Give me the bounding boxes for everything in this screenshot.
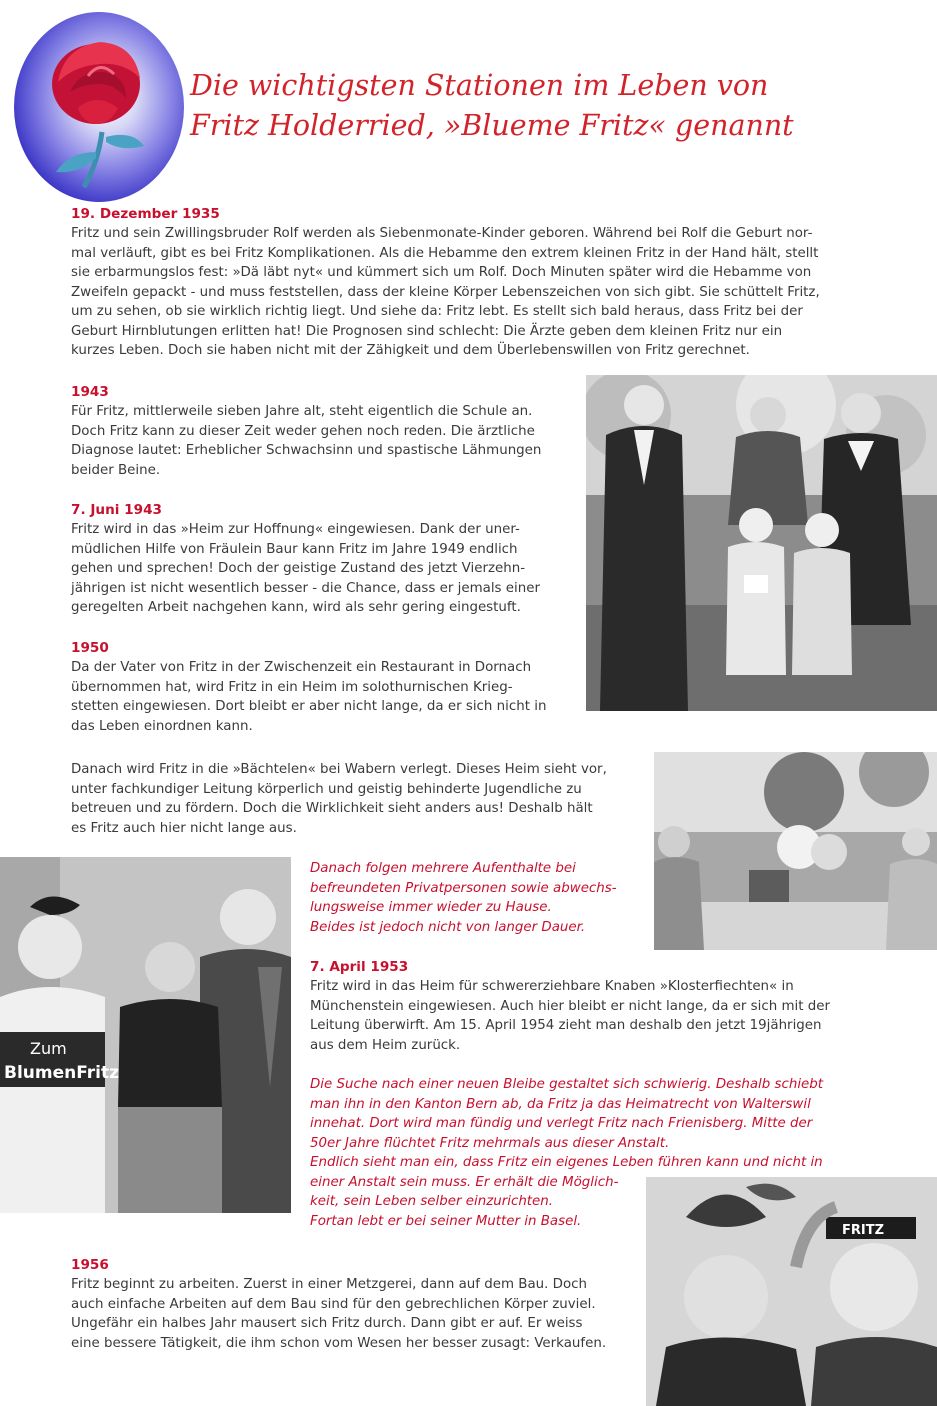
text-line: eine bessere Tätigkeit, die ihm schon vom Wesen her besser zusagt: Verkaufen. xyxy=(71,1335,607,1351)
section-heading: 1956 xyxy=(71,1257,109,1273)
text-line: mal verläuft, gibt es bei Fritz Komplikationen. Als die Hebamme den extrem kleinen Fritz in der Hand hält, stellt xyxy=(71,245,819,261)
section-1950 xyxy=(71,638,546,736)
text-line: einer Anstalt sein muss. Er erhält die Möglich- xyxy=(310,1174,619,1190)
page-title xyxy=(190,66,910,146)
title-line-2: Fritz Holderried, »Blueme Fritz« genannt xyxy=(190,109,794,142)
text-line: stetten eingewiesen. Dort bleibt er aber nicht lange, da er sich nicht in xyxy=(71,699,547,714)
text-line: aus dem Heim zurück. xyxy=(310,1037,461,1053)
text-line: Für Fritz, mittlerweile sieben Jahre alt, steht eigentlich die Schule an. xyxy=(71,404,533,419)
text-line: betreuen und zu fördern. Doch die Wirklichkeit sieht anders aus! Deshalb hält xyxy=(71,801,593,816)
title-line-1: Die wichtigsten Stationen im Leben von xyxy=(190,69,769,102)
section-juni-1943 xyxy=(71,500,540,618)
text-line: Fritz beginnt zu arbeiten. Zuerst in einer Metzgerei, dann auf dem Bau. Doch xyxy=(71,1277,588,1292)
section-heading: 1943 xyxy=(71,384,109,400)
text-line: um zu sehen, ob sie wirklich richtig liegt. Und siehe da: Fritz lebt. Es stellt sich bald heraus, dass Fritz bei der xyxy=(71,304,803,319)
text-line: Münchenstein eingewiesen. Auch hier bleibt er nicht lange, da er sich mit der xyxy=(310,998,830,1014)
text-line: Geburt Hirnblutungen erlitten hat! Die Prognosen sind schlecht: Die Ärzte geben dem kleinen Fritz nur ein xyxy=(71,323,783,339)
text-line: innehat. Dort wird man fündig und verlegt Fritz nach Frienisberg. Mitte der xyxy=(310,1116,813,1131)
text-line: lungsweise immer wieder zu Hause. xyxy=(310,900,552,915)
text-line: das Leben einordnen kann. xyxy=(71,718,253,734)
section-heading: 7. April 1953 xyxy=(310,959,409,975)
sweater-text: BlumenFritz xyxy=(4,1063,119,1083)
rose-icon xyxy=(14,12,184,202)
section-april-1953 xyxy=(310,957,830,1055)
text-line: Danach wird Fritz in die »Bächtelen« bei Wabern verlegt. Dieses Heim sieht vor, xyxy=(71,762,607,777)
photo-family-garden xyxy=(586,375,937,711)
text-line: Danach folgen mehrere Aufenthalte bei xyxy=(310,861,576,876)
text-line: Fritz und sein Zwillingsbruder Rolf werden als Siebenmonate-Kinder geboren. Während bei Rolf die Geburt nor- xyxy=(71,226,813,241)
text-line: es Fritz auch hier nicht lange aus. xyxy=(71,820,297,836)
text-line: unter fachkundiger Leitung körperlich und geistig behinderte Jugendliche zu xyxy=(71,781,582,797)
section-heading: 7. Juni 1943 xyxy=(71,502,162,518)
rose-logo xyxy=(14,12,184,202)
text-line: geregelten Arbeit nachgehen kann, wird als sehr gering eingestuft. xyxy=(71,600,521,615)
text-line: Fortan lebt er bei seiner Mutter in Basel. xyxy=(310,1213,582,1229)
section-baechtelen xyxy=(71,760,607,838)
text-line: Ungefähr ein halbes Jahr mausert sich Fritz durch. Dann gibt er auf. Er weiss xyxy=(71,1316,583,1331)
text-line: übernommen hat, wird Fritz in ein Heim im solothurnischen Krieg- xyxy=(71,679,513,695)
cap-text: FRITZ xyxy=(842,1223,885,1238)
text-line: jährigen ist nicht wesentlich besser - die Chance, dass er jemals einer xyxy=(71,580,540,596)
section-heading: 1950 xyxy=(71,640,109,656)
section-heading: 19. Dezember 1935 xyxy=(71,206,220,222)
text-line: sie erbarmungslos fest: »Dä läbt nyt« und kümmert sich um Rolf. Doch Minuten später wird die Hebamme von xyxy=(71,265,812,280)
text-line: Diagnose lautet: Erheblicher Schwachsinn und spastische Lähmungen xyxy=(71,443,542,458)
text-line: Da der Vater von Fritz in der Zwischenzeit ein Restaurant in Dornach xyxy=(71,660,532,675)
note-privatpersonen xyxy=(310,859,617,937)
photo-three-people xyxy=(0,857,291,1213)
text-line: keit, sein Leben selber einzurichten. xyxy=(310,1194,554,1209)
section-1943 xyxy=(71,382,541,480)
text-line: kurzes Leben. Doch sie haben nicht mit der Zähigkeit und dem Überlebenswillen von Fritz gerechnet. xyxy=(71,343,750,358)
text-line: Endlich sieht man ein, dass Fritz ein eigenes Leben führen kann und nicht in xyxy=(310,1155,823,1170)
text-line: Leitung überwirft. Am 15. April 1954 zieht man deshalb den jetzt 19jährigen xyxy=(310,1018,822,1033)
text-line: 50er Jahre flüchtet Fritz mehrmals aus dieser Anstalt. xyxy=(310,1135,670,1151)
text-line: auch einfache Arbeiten auf dem Bau sind für den gebrechlichen Körper zuviel. xyxy=(71,1296,596,1312)
text-line: befreundeten Privatpersonen sowie abwechs- xyxy=(310,880,617,896)
text-line: Die Suche nach einer neuen Bleibe gestaltet sich schwierig. Deshalb schiebt xyxy=(310,1077,824,1092)
photo-table-flowers xyxy=(654,752,937,950)
text-line: man ihn in den Kanton Bern ab, da Fritz ja das Heimatrecht von Walterswil xyxy=(310,1096,811,1112)
text-line: müdlichen Hilfe von Fräulein Baur kann Fritz im Jahre 1949 endlich xyxy=(71,541,518,557)
section-1956 xyxy=(71,1255,606,1353)
sweater-text: Zum xyxy=(30,1039,67,1058)
text-line: gehen und sprechen! Doch der geistige Zustand des jetzt Vierzehn- xyxy=(71,561,526,576)
text-line: Zweifeln gepackt - und muss feststellen, dass der kleine Körper Lebenszeichen von sich gibt. Sie schüttelt Fritz, xyxy=(71,284,820,300)
text-line: beider Beine. xyxy=(71,462,161,478)
section-1935 xyxy=(71,204,820,361)
photo-men-hats xyxy=(646,1177,937,1406)
text-line: Fritz wird in das »Heim zur Hoffnung« eingewiesen. Dank der uner- xyxy=(71,522,520,537)
text-line: Fritz wird in das Heim für schwererziehbare Knaben »Klosterfiechten« in xyxy=(310,979,794,994)
text-line: Doch Fritz kann zu dieser Zeit weder gehen noch reden. Die ärztliche xyxy=(71,423,535,439)
text-line: Beides ist jedoch nicht von langer Dauer. xyxy=(310,919,586,935)
